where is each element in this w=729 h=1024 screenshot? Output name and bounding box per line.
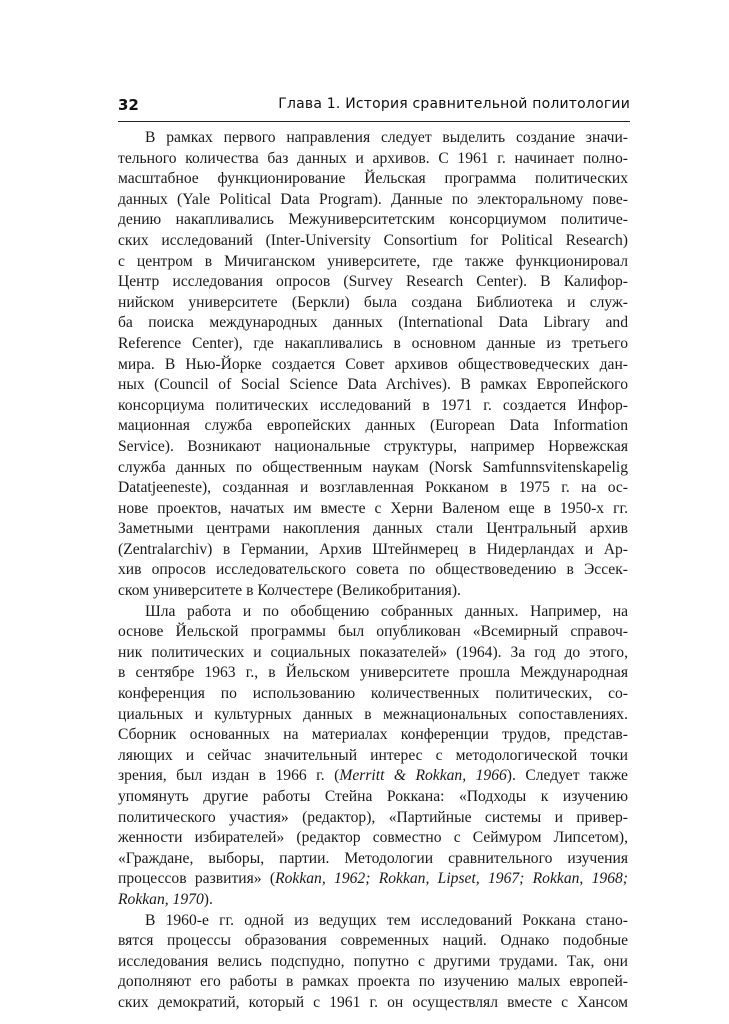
text-line: женности избирателей» (редактор совместно с Сеймуром Липсетом), — [118, 829, 628, 847]
text-line: «Граждане, выборы, партии. Методологии сравнительного изучения — [118, 849, 628, 867]
paragraph-3 — [118, 911, 628, 1014]
text-line: основе Йельской программы был опубликован «Всемирный справоч- — [118, 623, 628, 641]
body-text — [118, 128, 628, 1014]
text-line: ных (Council of Social Science Data Archives). В рамках Европейского — [118, 376, 628, 394]
header-rule — [118, 121, 630, 122]
text-fragment: ). Следует также — [506, 767, 628, 785]
text-line: ба поиска международных данных (International Data Library and — [118, 314, 628, 332]
text-fragment: ). — [203, 890, 213, 908]
text-line: служба данных по общественным наукам (Norsk Samfunnsvitenskapelig — [118, 458, 628, 476]
text-line: исследования велись подспудно, попутно с другими трудами. Так, они — [118, 952, 628, 970]
text-line: дению накапливались Межуниверситетским консорциумом политиче- — [118, 211, 628, 229]
text-line: политического участия» (редактор), «Партийные системы и привер- — [118, 808, 628, 826]
text-line: циальных и культурных данных в межнациональных сопоставлениях. — [118, 705, 628, 723]
text-line: ских демократий, который с 1961 г. он осуществлял вместе с Хансом — [118, 993, 628, 1011]
text-line: мационная служба европейских данных (European Data Information — [118, 417, 628, 435]
text-fragment: зрения, был издан в 1966 г. ( — [118, 767, 340, 785]
text-line-with-citation — [118, 890, 628, 911]
text-line: с центром в Мичиганском университете, где также функционировал — [118, 252, 628, 270]
text-line: конференция по использованию количественных политических, со- — [118, 685, 628, 703]
text-line: (Zentralarchiv) в Германии, Архив Штейнмерец в Нидерландах и Ар- — [118, 540, 628, 558]
text-line: тельного количества баз данных и архивов. С 1961 г. начинает полно- — [118, 149, 628, 167]
text-line: Центр исследования опросов (Survey Research Center). В Калифор- — [118, 273, 628, 291]
running-header — [118, 96, 630, 122]
chapter-title: Глава 1. История сравнительной политологии — [278, 96, 630, 112]
citation: Rokkan, 1970 — [118, 890, 204, 908]
text-line: в сентябре 1963 г., в Йельском университете прошла Международная — [118, 664, 628, 682]
text-line-with-citation — [118, 766, 628, 787]
text-line: хив опросов исследовательского совета по обществоведению в Эссек- — [118, 561, 628, 579]
text-line: ских исследований (Inter-University Consortium for Political Research) — [118, 231, 628, 249]
text-line: Reference Center), где накапливались в основном данные из третьего — [118, 334, 628, 352]
text-fragment: процессов развития» ( — [118, 870, 276, 888]
citation: Rokkan, 1962; Rokkan, Lipset, 1967; Rokkan, 1968; — [275, 870, 628, 888]
text-line: Шла работа и по обобщению собранных данных. Например, на — [145, 602, 628, 620]
text-line: ник политических и социальных показателей» (1964). За год до этого, — [118, 643, 628, 661]
text-line: упомянуть другие работы Стейна Роккана: «Подходы к изучению — [118, 788, 628, 805]
text-line: ском университете в Колчестере (Великобритания). — [118, 582, 461, 600]
text-line: В рамках первого направления следует выделить создание значи- — [145, 129, 628, 146]
text-line: Заметными центрами накопления данных стали Центральный архив — [118, 520, 628, 538]
text-line: мира. В Нью-Йорке создается Совет архивов обществоведческих дан- — [118, 355, 628, 373]
text-line: консорциума политических исследований в 1971 г. создается Инфор- — [118, 396, 628, 414]
text-line: Service). Возникают национальные структуры, например Норвежская — [118, 437, 628, 455]
paragraph-2 — [118, 602, 628, 911]
page-number: 32 — [118, 96, 139, 114]
citation: Merritt & Rokkan, 1966 — [339, 767, 507, 785]
text-line: ляющих и сейчас значительный интерес с методологической точки — [118, 746, 628, 764]
paragraph-1 — [118, 128, 628, 602]
text-line: дополняют его работы в рамках проекта по изучению малых европей- — [118, 973, 628, 991]
text-line-with-citation — [118, 869, 628, 890]
text-line: вятся процессы образования современных наций. Однако подобные — [118, 932, 628, 950]
text-line: В 1960-е гг. одной из ведущих тем исследований Роккана стано- — [145, 911, 628, 929]
text-line: Сборник основанных на материалах конференции трудов, представ- — [118, 726, 628, 744]
text-line: нове проектов, начатых им вместе с Херни Валеном еще в 1950-х гг. — [118, 499, 628, 517]
text-line: данных (Yale Political Data Program). Данные по электоральному пове- — [118, 190, 628, 208]
text-line: нийском университете (Беркли) была создана Библиотека и служ- — [118, 293, 628, 311]
text-line: Datatjeeneste), созданная и возглавленная Рокканом в 1975 г. на ос- — [118, 479, 628, 497]
text-line: масштабное функционирование Йельская программа политических — [118, 170, 628, 188]
